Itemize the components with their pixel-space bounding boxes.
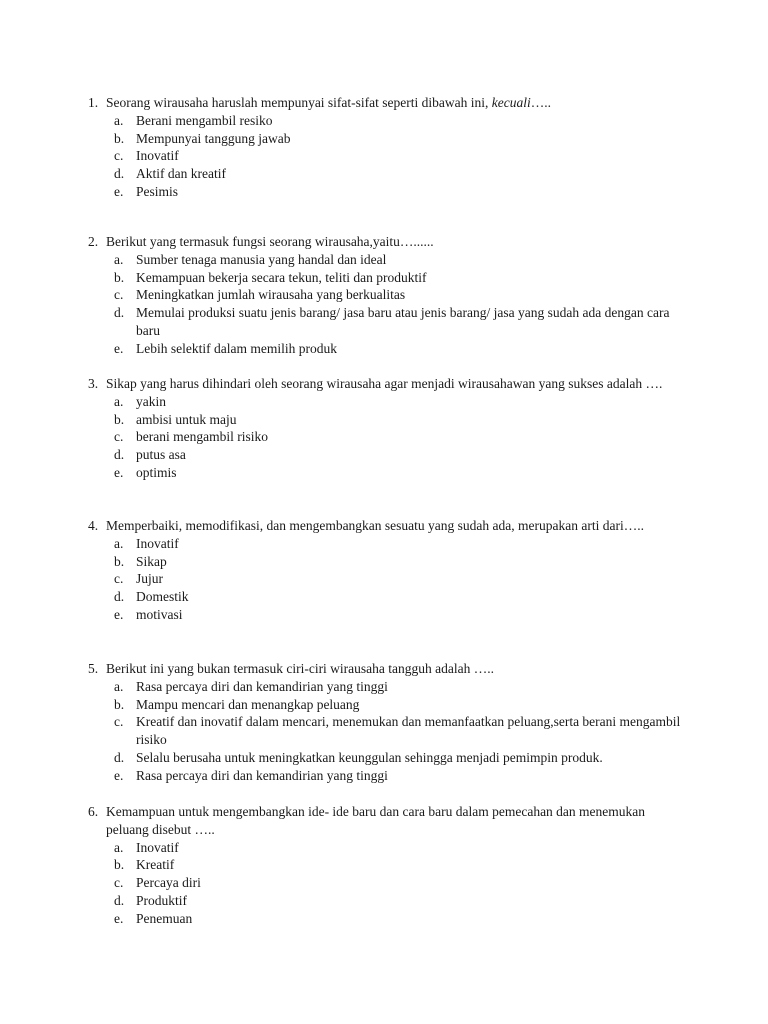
question-2 [90,233,690,358]
question-number: 2. [88,234,99,249]
option-c: c. Kreatif dan inovatif dalam mencari, menemukan dan memanfaatkan peluang,serta berani mengambil risiko [114,714,681,748]
question-text: Kemampuan untuk mengembangkan ide- ide baru dan cara baru dalam pemecahan dan menemukan peluang disebut ….. [106,804,646,837]
question-stem [90,233,690,251]
option-list [90,535,690,624]
option-list [90,839,690,928]
question-emphasis: kecuali [491,95,531,110]
option-e: e. Lebih selektif dalam memilih produk [114,340,337,356]
option-b: b. Sikap [114,553,167,569]
question-text: Berikut ini yang bukan termasuk ciri-ciri wirausaha tangguh adalah ….. [106,661,495,676]
question-number: 6. [88,804,99,819]
option-b: b. Mampu mencari dan menangkap peluang [114,696,360,712]
option-b: b. Kreatif [114,857,175,873]
question-number: 5. [88,661,99,676]
option-e: e. Pesimis [114,183,179,199]
option-b: b. Kemampuan bekerja secara tekun, teliti dan produktif [114,269,427,285]
question-6 [90,803,690,928]
option-a: a. Sumber tenaga manusia yang handal dan ideal [114,251,387,267]
option-c: c. Jujur [114,571,163,587]
question-1 [90,94,690,201]
question-text: Memperbaiki, memodifikasi, dan mengembangkan sesuatu yang sudah ada, merupakan arti dari….. [106,518,644,533]
question-stem [90,803,690,839]
question-5 [90,660,690,785]
option-c: c. Percaya diri [114,875,201,891]
question-stem [90,660,690,678]
option-list [90,112,690,201]
option-d: d. Aktif dan kreatif [114,166,226,182]
option-list [90,678,690,785]
option-c: c. Inovatif [114,148,179,164]
question-text: Sikap yang harus dihindari oleh seorang wirausaha agar menjadi wirausahawan yang sukses adalah …. [106,376,663,391]
option-e: e. motivasi [114,606,183,622]
option-list [90,393,690,482]
option-c: c. berani mengambil risiko [114,429,268,445]
option-d: d. Selalu berusaha untuk meningkatkan keunggulan sehingga menjadi pemimpin produk. [114,749,603,765]
option-a: a. Berani mengambil resiko [114,112,273,128]
option-d: d. Domestik [114,589,189,605]
option-list [90,251,690,358]
question-stem [90,94,690,112]
option-c: c. Meningkatkan jumlah wirausaha yang berkualitas [114,287,406,303]
option-e: e. Rasa percaya diri dan kemandirian yang tinggi [114,767,388,783]
option-e: e. optimis [114,464,177,480]
question-text: Seorang wirausaha haruslah mempunyai sifat-sifat seperti dibawah ini, kecuali….. [106,95,551,110]
question-text: Berikut yang termasuk fungsi seorang wirausaha,yaitu…...... [106,234,434,249]
question-number: 1. [88,95,99,110]
question-3 [90,375,690,482]
option-a: a. yakin [114,393,166,409]
question-stem [90,375,690,393]
option-d: d. Produktif [114,892,188,908]
question-number: 3. [88,376,99,391]
question-stem [90,517,690,535]
option-a: a. Rasa percaya diri dan kemandirian yang tinggi [114,678,388,694]
option-b: b. Mempunyai tanggung jawab [114,130,291,146]
option-d: d. Memulai produksi suatu jenis barang/ jasa baru atau jenis barang/ jasa yang sudah ada dengan cara baru [114,305,670,338]
question-4 [90,517,690,624]
option-d: d. putus asa [114,447,186,463]
option-e: e. Penemuan [114,910,193,926]
option-a: a. Inovatif [114,535,179,551]
question-number: 4. [88,518,99,533]
option-a: a. Inovatif [114,839,179,855]
option-b: b. ambisi untuk maju [114,411,237,427]
